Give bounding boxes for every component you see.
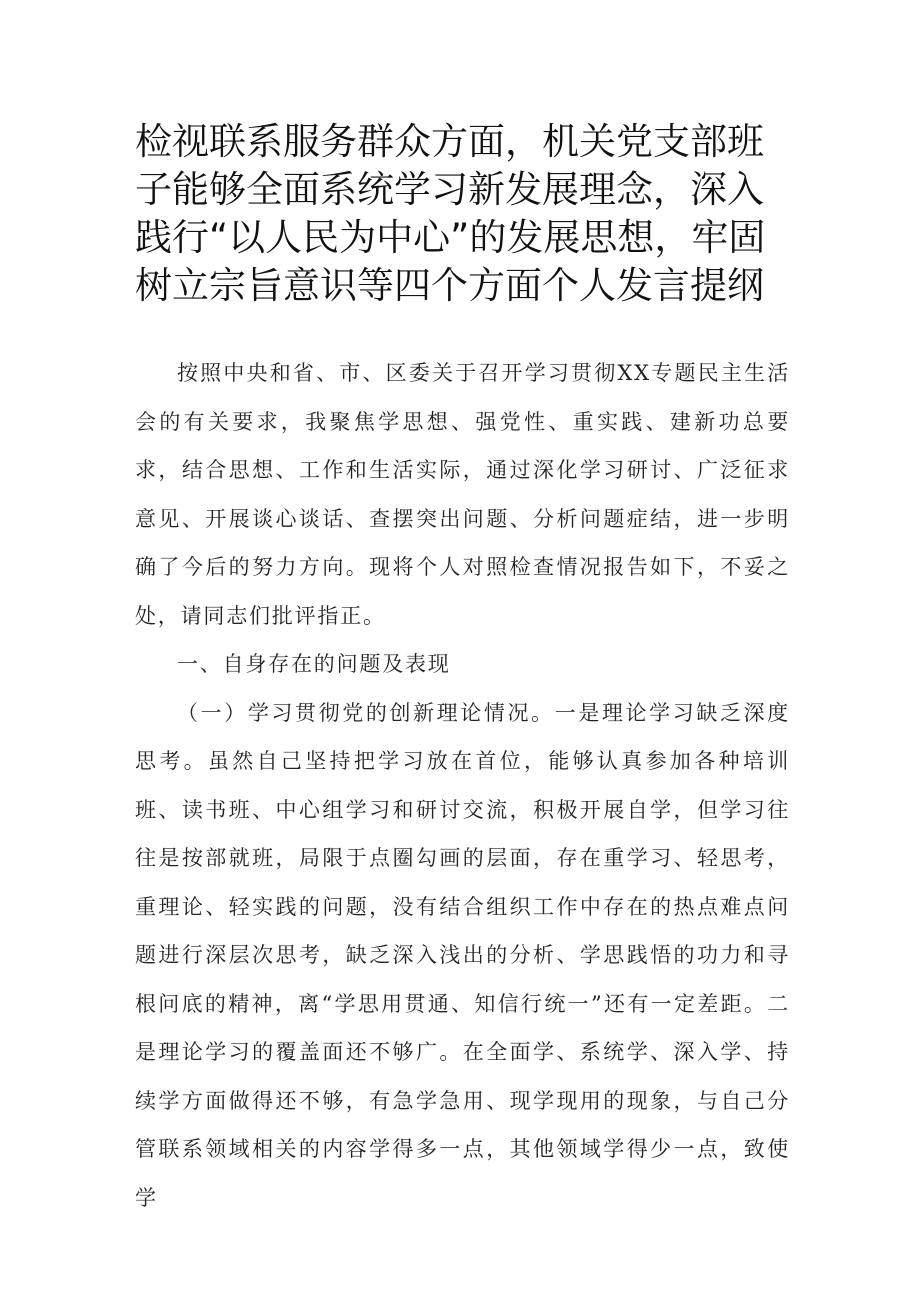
document-body xyxy=(135,349,790,1222)
intro-paragraph: 按照中央和省、市、区委关于召开学习贯彻XX专题民主生活会的有关要求，我聚焦学思想、强党性、重实践、建新功总要求，结合思想、工作和生活实际，通过深化学习研讨、广泛征求意见、开展谈心谈话、查摆突出问题、分析问题症结，进一步明确了今后的努力方向。现将个人对照检查情况报告如下，不妥之处，请同志们批评指正。 xyxy=(135,361,790,628)
document-title: 检视联系服务群众方面，机关党支部班子能够全面系统学习新发展理念，深入践行“以人民为中心”的发展思想，牢固树立宗旨意识等四个方面个人发言提纲 xyxy=(135,120,766,307)
body-paragraph: （一）学习贯彻党的创新理论情况。一是理论学习缺乏深度思考。虽然自己坚持把学习放在首位，能够认真参加各种培训班、读书班、中心组学习和研讨交流，积极开展自学，但学习往往是按部就班，局限于点圈勾画的层面，存在重学习、轻思考，重理论、轻实践的问题，没有结合组织工作中存在的热点难点问题进行深层次思考，缺乏深入浅出的分析、学思践悟的功力和寻根问底的精神，离“学思用贯通、知信行统一”还有一定差距。二是理论学习的覆盖面还不够广。在全面学、系统学、深入学、持续学方面做得还不够，有急学急用、现学现用的现象，与自己分管联系领域相关的内容学得多一点，其他领域学得少一点，致使学 xyxy=(135,700,790,1210)
section-heading: 一、自身存在的问题及表现 xyxy=(177,652,451,676)
